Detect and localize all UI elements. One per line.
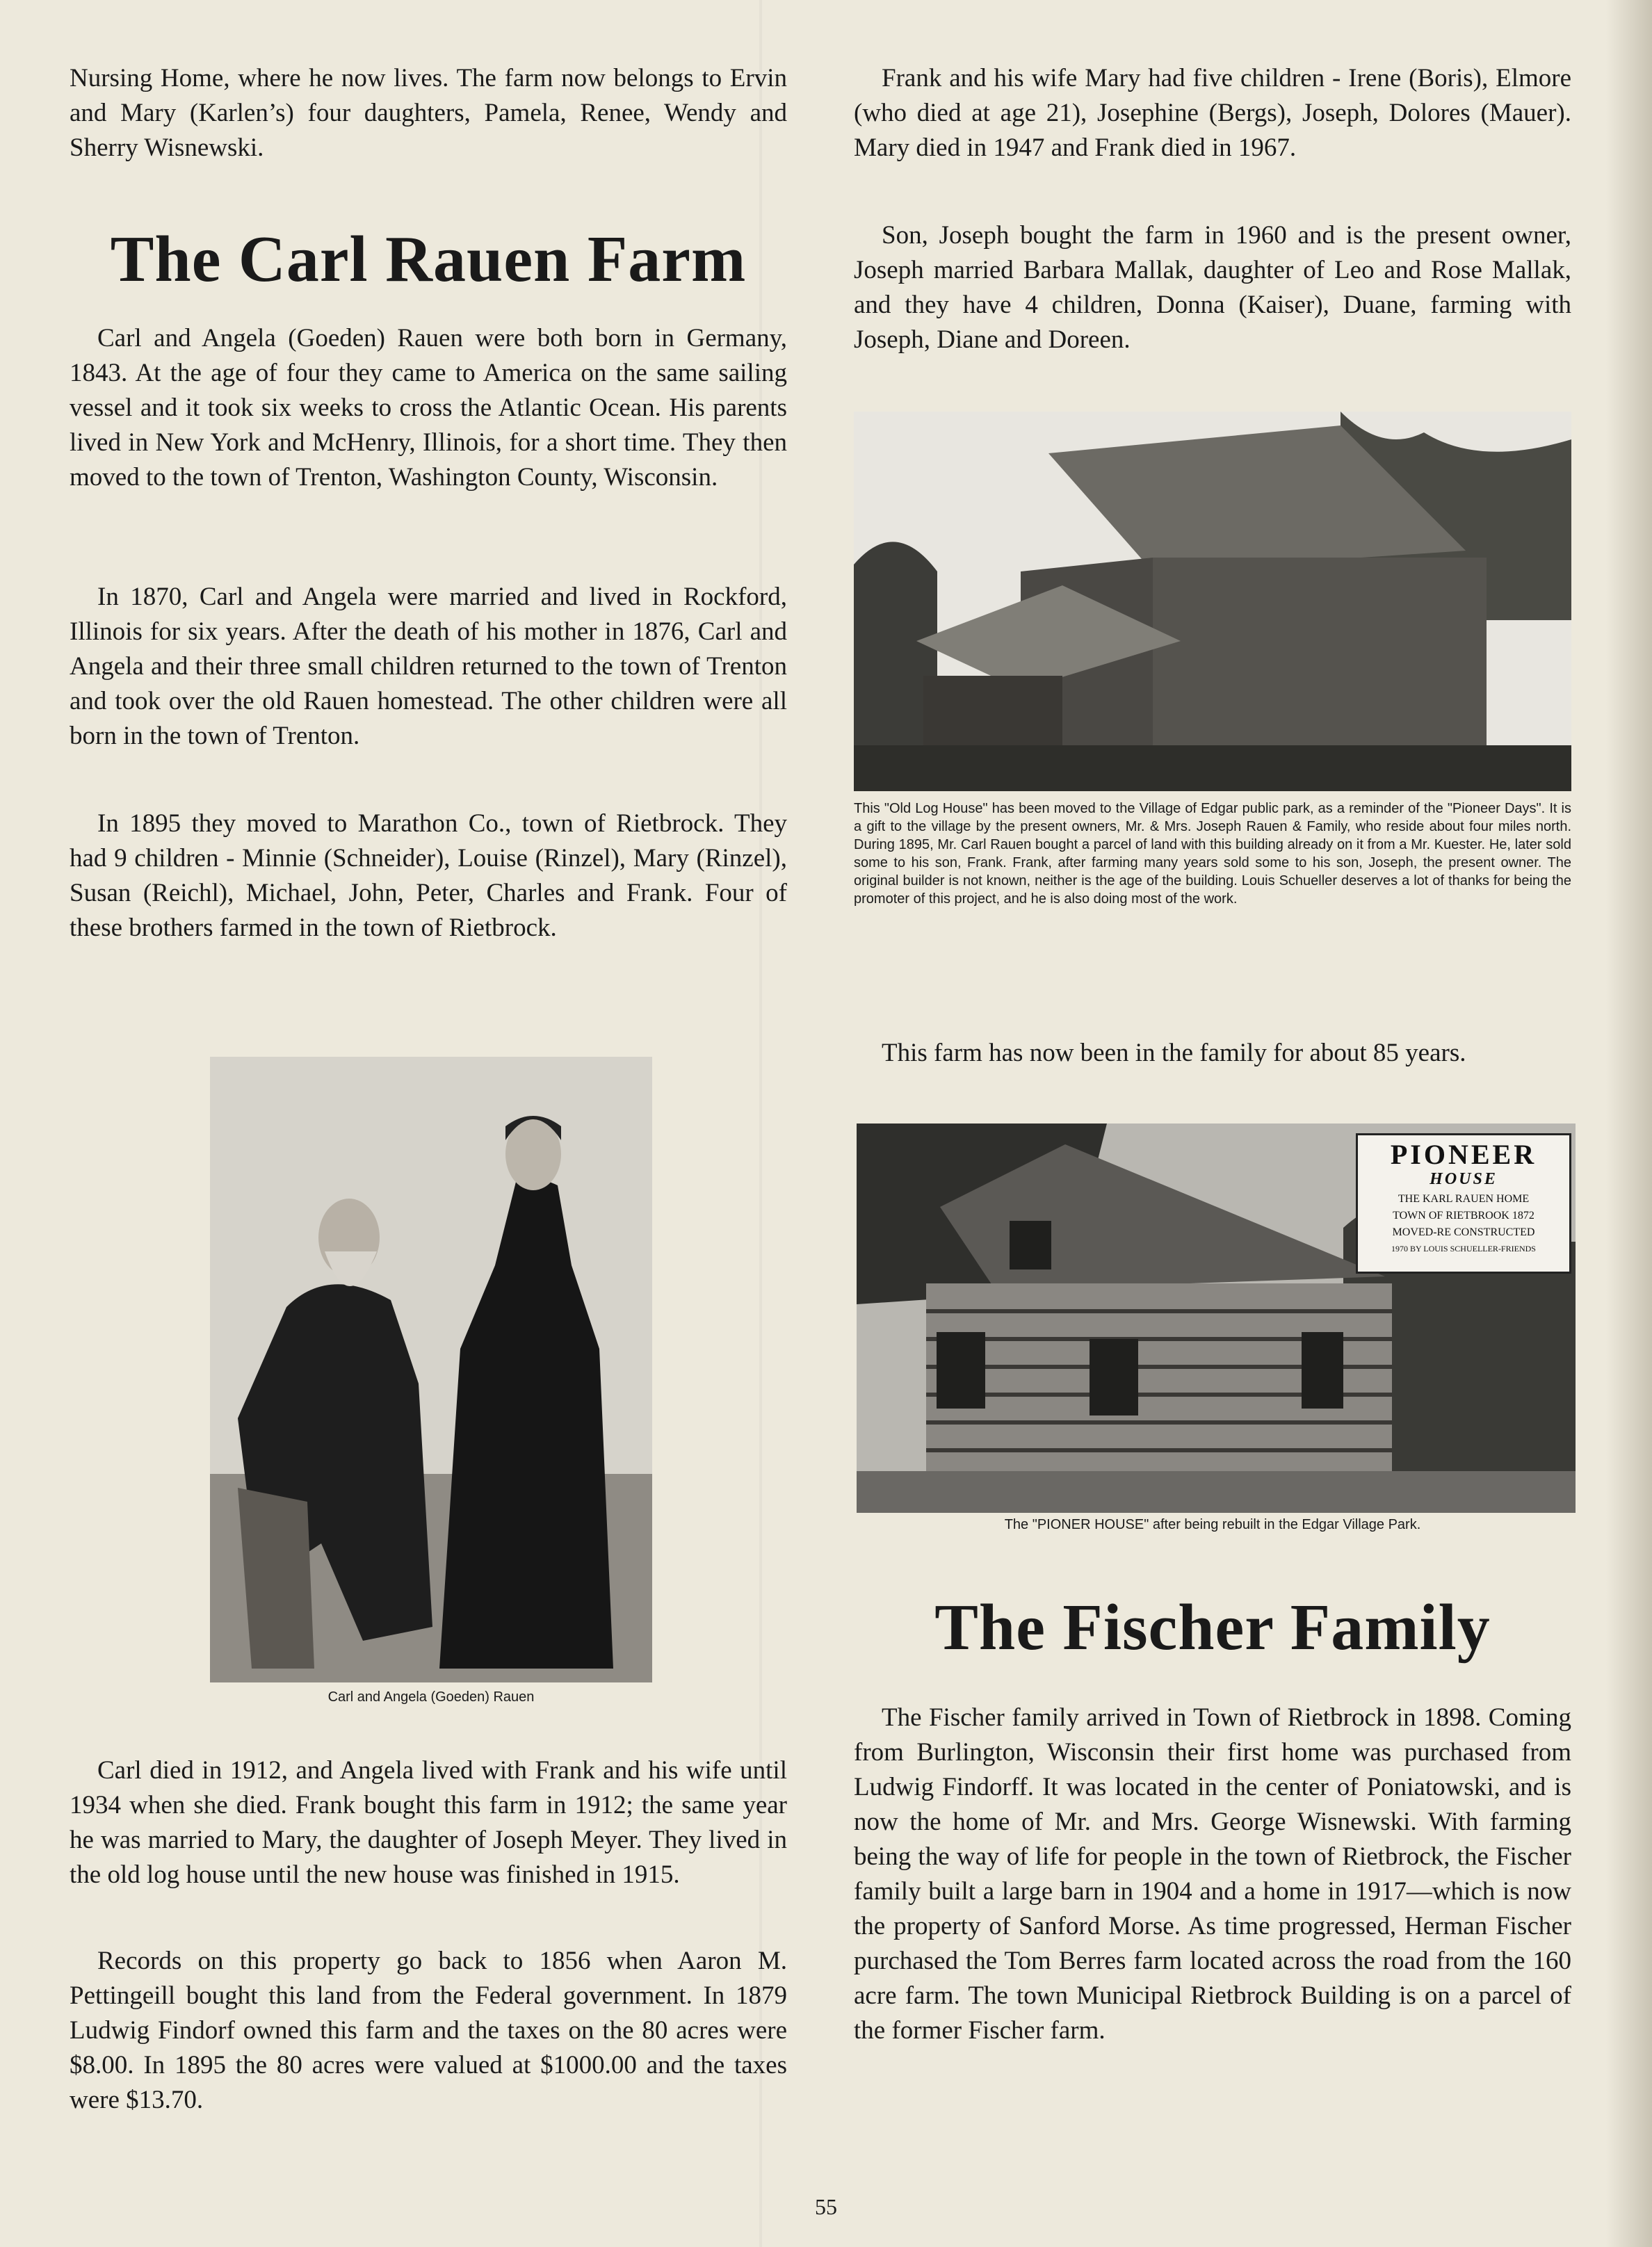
fischer-paragraph: The Fischer family arrived in Town of Rietbrock in 1898. Coming from Burlington, Wisconsin their first home was purchased from Ludwig Findorff. It was located in the center of Poniatowski, and is now the home of Mr. and Mrs. George Wisnewski. With farming being the way of life for people in the town of Rietbrock, the Fischer family built a large barn in 1904 and a home in 1917—which is now the property of Sanford Morse. As time progressed, Herman Fischer purchased the Tom Berres farm located across the road from the 160 acre farm. The town Municipal Rietbrock Building is on a parcel of the former Fischer farm. (854, 1703, 1571, 2045)
rauen-couple-illustration (210, 1057, 652, 1682)
rauen-photo-caption: Carl and Angela (Goeden) Rauen (327, 1689, 535, 1705)
rauen-paragraph-1: Carl and Angela (Goeden) Rauen were both born in Germany, 1843. At the age of four they came to America on the same sailing vessel and it took six weeks to cross the Atlantic Ocean. His parents lived in New York and McHenry, Illinois, for a short time. They then moved to the town of Trenton, Washington County, Wisconsin. (70, 324, 787, 492)
right-paragraph-3: This farm has now been in the family for about 85 years. (882, 1039, 1466, 1067)
rauen-paragraph-4: Carl died in 1912, and Angela lived with Frank and his wife until 1934 when she died. Frank bought this farm in 1912; the same year he was married to Mary, the daughter of Joseph Meyer. They lived in the old log house until the new house was finished in 1915. (70, 1756, 787, 1889)
right-paragraph-1: Frank and his wife Mary had five children - Irene (Boris), Elmore (who died at age 21), Josephine (Bergs), Joseph, Dolores (Mauer). Mary died in 1947 and Frank died in 1967. (854, 64, 1571, 162)
sign-line-4: 1970 BY LOUIS SCHUELLER-FRIENDS (1391, 1244, 1536, 1254)
intro-paragraph: Nursing Home, where he now lives. The farm now belongs to Ervin and Mary (Karlen’s) four daughters, Pamela, Renee, Wendy and Sherry Wisnewski. (70, 64, 787, 162)
pioneer-house-photo (857, 1124, 1576, 1513)
heading-carl-rauen-farm: The Carl Rauen Farm (110, 223, 747, 295)
heading-fischer-family: The Fischer Family (934, 1591, 1491, 1664)
old-log-house-caption: This "Old Log House" has been moved to the Village of Edgar public park, as a reminder of the "Pioneer Days". It is a gift to the village by the present owners, Mr. & Mrs. Joseph Rauen & Family, who reside about four miles north. During 1895, Mr. Carl Rauen bought a parcel of land with this building already on it from a Mr. Kuester. He, later sold some to his son, Frank. Frank, after farming many years sold some to his son, Joseph, the present owner. The original builder is not known, neither is the age of the building. Louis Schueller deserves a lot of thanks for being the promoter of this project, and he is also doing most of the work. (854, 801, 1571, 907)
old-log-house-illustration (854, 412, 1571, 791)
old-log-house-photo (854, 412, 1571, 791)
sign-subtitle: HOUSE (1430, 1170, 1498, 1188)
rauen-paragraph-5: Records on this property go back to 1856 when Aaron M. Pettingeill bought this land from the Federal government. In 1879 Ludwig Findorf owned this farm and the taxes on the 80 acres were $8.00. In 1895 the 80 acres were valued at $1000.00 and the taxes were $13.70. (70, 1947, 787, 2114)
pioneer-house-sign (1356, 1133, 1571, 1274)
page-number: 55 (815, 2194, 837, 2219)
rauen-paragraph-3: In 1895 they moved to Marathon Co., town of Rietbrock. They had 9 children - Minnie (Schneider), Louise (Rinzel), Mary (Rinzel), Susan (Reichl), Michael, John, Peter, Charles and Frank. Four of these brothers farmed in the town of Rietbrock. (70, 809, 787, 942)
right-paragraph-2: Son, Joseph bought the farm in 1960 and is the present owner, Joseph married Barbara Mallak, daughter of Leo and Rose Mallak, and they have 4 children, Donna (Kaiser), Duane, farming with Joseph, Diane and Doreen. (854, 221, 1571, 354)
page-gutter (1606, 0, 1652, 2247)
rauen-couple-photo (210, 1057, 652, 1682)
sign-line-2: TOWN OF RIETBROOK 1872 (1393, 1210, 1534, 1222)
pioneer-house-caption: The "PIONER HOUSE" after being rebuilt in the Edgar Village Park. (1004, 1517, 1421, 1532)
sign-title: PIONEER (1390, 1139, 1537, 1170)
rauen-paragraph-2: In 1870, Carl and Angela were married and lived in Rockford, Illinois for six years. After the death of his mother in 1876, Carl and Angela and their three small children returned to the town of Trenton and took over the old Rauen homestead. The other children were all born in the town of Trenton. (70, 583, 787, 750)
sign-line-3: MOVED-RE CONSTRUCTED (1392, 1226, 1535, 1238)
sign-line-1: THE KARL RAUEN HOME (1398, 1193, 1530, 1205)
